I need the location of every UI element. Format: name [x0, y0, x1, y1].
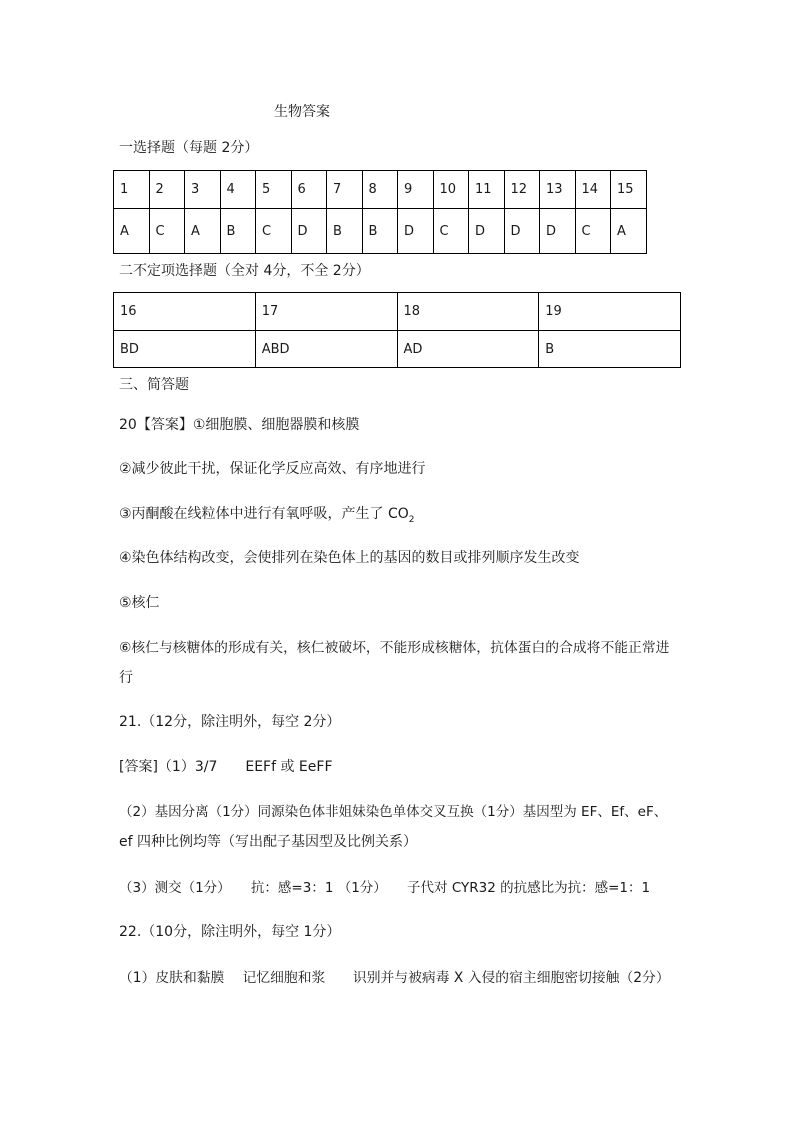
answer-cell: D: [504, 209, 540, 254]
question-number: 10: [433, 171, 469, 209]
answer-cell: C: [149, 209, 185, 254]
question-number: 5: [256, 171, 292, 209]
answer-cell: D: [291, 209, 327, 254]
q20-answer-line-1: 20【答案】①细胞膜、细胞器膜和核膜: [119, 417, 360, 433]
answer-cell: ABD: [255, 331, 397, 368]
answer-cell: C: [256, 209, 292, 254]
question-number: 18: [397, 293, 539, 331]
question-number: 8: [362, 171, 398, 209]
section3-heading: 三、简答题: [119, 377, 189, 393]
q22-answer-line-1: （1）皮肤和黏膜 记忆细胞和浆 识别并与被病毒 X 入侵的宿主细胞密切接触（2分）: [119, 970, 670, 986]
question-number: 4: [220, 171, 256, 209]
page-title: 生物答案: [274, 104, 330, 120]
question-number: 14: [575, 171, 611, 209]
co2-subscript: 2: [408, 514, 415, 525]
question-number: 11: [469, 171, 505, 209]
answer-cell: B: [362, 209, 398, 254]
q20-answer-line-6a: ⑥核仁与核糖体的形成有关，核仁被破坏，不能形成核糖体，抗体蛋白的合成将不能正常进: [119, 640, 670, 656]
question-number: 2: [149, 171, 185, 209]
answer-cell: A: [185, 209, 221, 254]
answer-cell: D: [469, 209, 505, 254]
q21-answer-line-1: [答案]（1）3/7 EEFf 或 EeFF: [119, 759, 333, 775]
q21-heading: 21.（12分，除注明外，每空 2分）: [119, 714, 341, 730]
question-number: 17: [255, 293, 397, 331]
q21-answer-line-2b: ef 四种比例均等（写出配子基因型及比例关系）: [119, 834, 417, 850]
question-number: 19: [539, 293, 681, 331]
answer-cell: C: [433, 209, 469, 254]
multi-select-answer-table: [113, 292, 681, 368]
q20-answer-line-3: [119, 503, 415, 525]
q20-answer-line-5: ⑤核仁: [119, 595, 160, 611]
q21-answer-line-3: （3）测交（1分） 抗：感=3：1 （1分） 子代对 CYR32 的抗感比为抗：感=1：1: [119, 880, 651, 896]
q20-answer-line-4: ④染色体结构改变，会使排列在染色体上的基因的数目或排列顺序发生改变: [119, 550, 580, 566]
answer-cell: AD: [397, 331, 539, 368]
q20-answer-line-6b: 行: [119, 670, 133, 686]
question-number: 6: [291, 171, 327, 209]
answer-row: [114, 331, 681, 368]
q20-line-3-text: ③丙酮酸在线粒体中进行有氧呼吸，产生了 CO: [119, 506, 409, 522]
answer-cell: A: [611, 209, 647, 254]
question-number: 15: [611, 171, 647, 209]
answer-cell: B: [220, 209, 256, 254]
question-number-row: [114, 171, 647, 209]
question-number: 7: [327, 171, 363, 209]
multiple-choice-answer-table: [113, 170, 647, 254]
section2-heading: 二不定项选择题（全对 4分，不全 2分）: [119, 263, 370, 279]
answer-cell: B: [539, 331, 681, 368]
question-number: 12: [504, 171, 540, 209]
question-number: 16: [114, 293, 256, 331]
answer-cell: BD: [114, 331, 256, 368]
question-number: 9: [398, 171, 434, 209]
q21-answer-line-2a: （2）基因分离（1分）同源染色体非姐妹染色单体交叉互换（1分）基因型为 EF、Ef、eF、: [119, 804, 668, 820]
answer-row: [114, 209, 647, 254]
q22-heading: 22.（10分，除注明外，每空 1分）: [119, 924, 341, 940]
section1-heading: 一选择题（每题 2分）: [119, 140, 259, 156]
q20-answer-line-2: ②减少彼此干扰，保证化学反应高效、有序地进行: [119, 461, 426, 477]
question-number: 3: [185, 171, 221, 209]
question-number: 13: [540, 171, 576, 209]
answer-cell: D: [540, 209, 576, 254]
answer-cell: A: [114, 209, 150, 254]
question-number-row: [114, 293, 681, 331]
answer-cell: B: [327, 209, 363, 254]
question-number: 1: [114, 171, 150, 209]
answer-cell: C: [575, 209, 611, 254]
answer-cell: D: [398, 209, 434, 254]
